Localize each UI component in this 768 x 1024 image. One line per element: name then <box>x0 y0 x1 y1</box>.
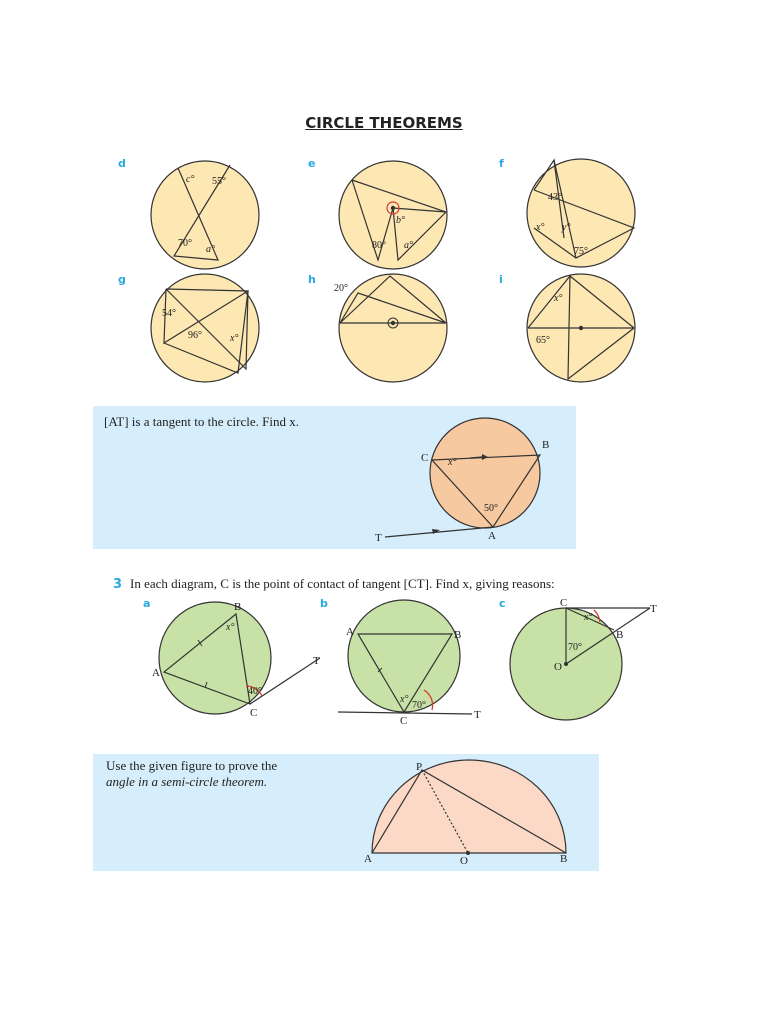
q3-label-c: c <box>499 597 506 610</box>
point-C: C <box>421 452 429 464</box>
tangent-problem-text: [AT] is a tangent to the circle. Find x. <box>104 414 299 429</box>
q3c-angle-70: 70° <box>568 642 582 653</box>
q3b-point-T: T <box>474 709 481 721</box>
question-3 <box>113 576 555 592</box>
angle-x-g: x° <box>230 333 239 344</box>
q3c-angle-x: x° <box>584 612 593 623</box>
figure-label-e: e <box>308 157 316 170</box>
point-B: B <box>542 439 550 451</box>
semicircle-point-O: O <box>460 855 468 867</box>
figure-g <box>150 273 260 383</box>
center-dot-e <box>391 206 395 210</box>
angle-20-h: 20° <box>334 283 348 294</box>
figure-label-i: i <box>499 273 503 286</box>
angle-y-f: y° <box>562 222 571 233</box>
q3b-angle-70: 70° <box>412 700 426 711</box>
q3b-angle-x: x° <box>400 694 409 705</box>
figure-f <box>526 158 636 268</box>
figure-label-h: h <box>308 273 316 286</box>
q3a-angle-40: 40° <box>248 686 262 697</box>
semicircle-point-B: B <box>560 853 568 865</box>
figure-i <box>526 273 636 383</box>
q3b-point-B: B <box>454 629 462 641</box>
circle-d <box>151 161 259 269</box>
angle-x-tangent: x° <box>448 457 457 468</box>
semicircle-shape <box>372 760 566 853</box>
angle-70-d: 70° <box>178 238 192 249</box>
question-3-text: In each diagram, C is the point of contact of tangent [CT]. Find x, giving reasons: <box>130 576 555 591</box>
angle-50-tangent: 50° <box>484 503 498 514</box>
q3c-point-C: C <box>560 597 568 609</box>
angle-a-d: a° <box>206 244 215 255</box>
point-T: T <box>375 532 382 544</box>
q3-figure-a <box>150 600 340 730</box>
angle-x-f: x° <box>536 222 545 233</box>
semicircle-text-line1: Use the given figure to prove the <box>106 758 278 773</box>
angle-65-i: 65° <box>536 335 550 346</box>
q3-label-b: b <box>320 597 328 610</box>
q3a-angle-x: x° <box>226 622 235 633</box>
semicircle-point-P: P <box>416 761 423 773</box>
angle-54-g: 54° <box>162 308 176 319</box>
angle-x-i: x° <box>554 293 563 304</box>
semicircle-point-A: A <box>364 853 372 865</box>
q3a-point-B: B <box>234 601 242 613</box>
angle-a-e: a° <box>404 240 413 251</box>
q3a-point-T: T <box>313 655 320 667</box>
semicircle-text-line2: angle in a semi-circle theorem. <box>106 774 268 789</box>
circle-e <box>339 161 447 269</box>
angle-96-g: 96° <box>188 330 202 341</box>
q3a-circle <box>159 602 271 714</box>
angle-b-e: b° <box>396 215 405 226</box>
semicircle-figure <box>360 760 580 870</box>
q3-figure-b <box>336 600 486 730</box>
center-dot-i <box>579 326 583 330</box>
q3b-point-A: A <box>346 626 354 638</box>
q3-label-a: a <box>143 597 151 610</box>
angle-c-d: c° <box>186 174 195 185</box>
angle-55-d: 55° <box>212 176 226 187</box>
figure-h <box>334 273 448 383</box>
q3a-point-A: A <box>152 667 160 679</box>
angle-75-f: 75° <box>574 246 588 257</box>
figure-label-d: d <box>118 157 126 170</box>
figure-label-f: f <box>499 157 504 170</box>
q3a-point-C: C <box>250 707 258 719</box>
q3-figure-c <box>510 598 670 728</box>
q3c-point-B: B <box>616 629 624 641</box>
question-number: 3 <box>113 577 123 592</box>
angle-43-f: 43° <box>548 192 562 203</box>
figure-label-g: g <box>118 273 126 286</box>
figure-d <box>150 160 260 270</box>
figure-e <box>338 160 448 270</box>
tangent-figure <box>370 415 570 545</box>
q3c-point-O: O <box>554 661 562 673</box>
center-dot-h <box>391 321 395 325</box>
q3b-point-C: C <box>400 715 408 727</box>
point-A: A <box>488 530 496 542</box>
q3c-point-T: T <box>650 603 657 615</box>
angle-80-e: 80° <box>372 240 386 251</box>
page-title: CIRCLE THEOREMS <box>305 114 463 132</box>
